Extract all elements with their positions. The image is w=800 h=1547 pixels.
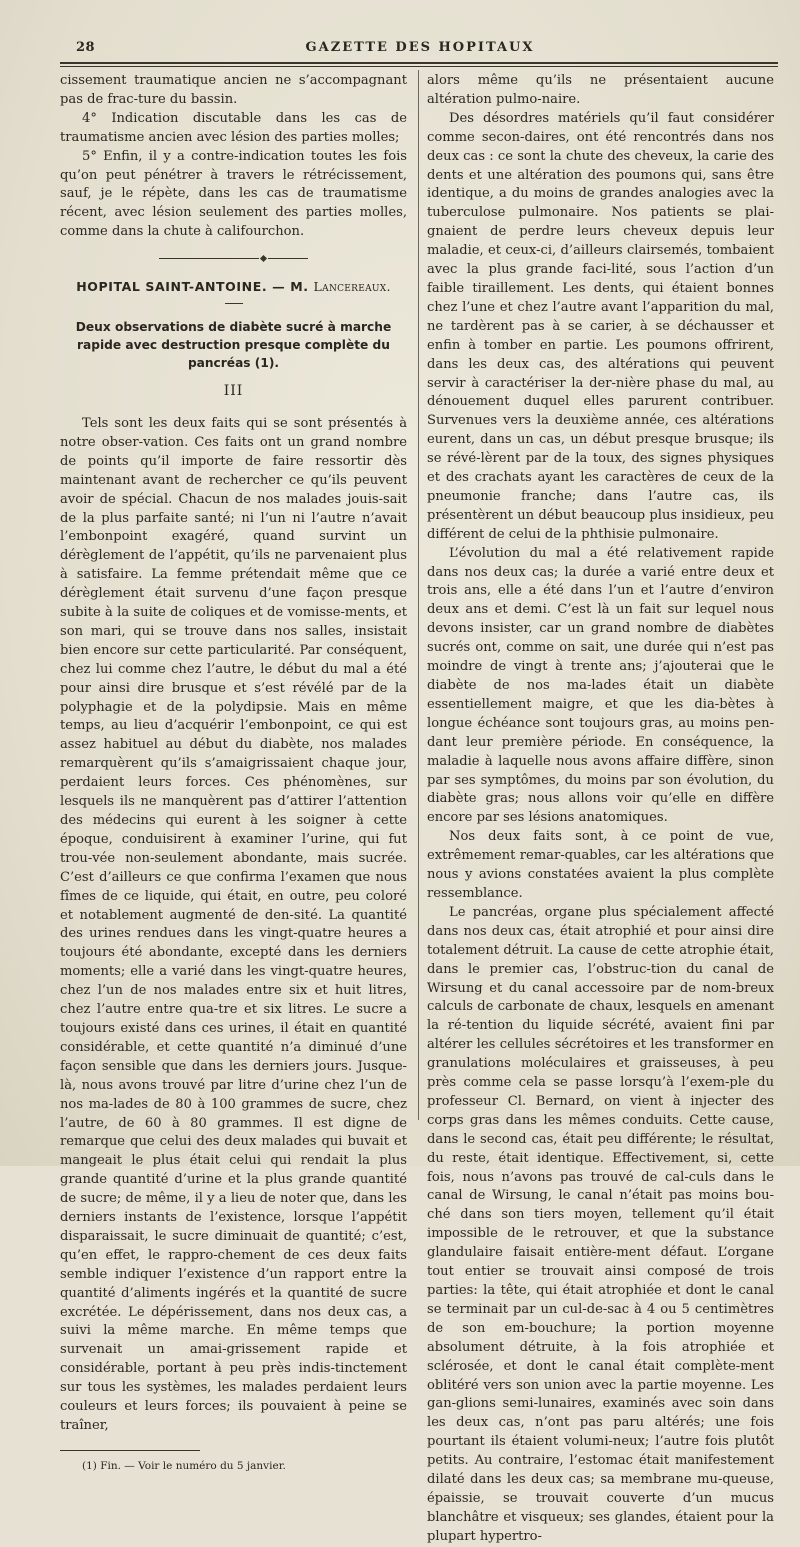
paragraph: 4° Indication discutable dans les cas de traumatisme ancien avec lésion des parties molles;: [60, 110, 407, 145]
hospital-heading: [60, 278, 407, 297]
article-title: Deux observations de diabète sucré à marche rapide avec destruction presque complète du pancréas (1).: [75, 320, 392, 371]
right-column: [427, 72, 774, 1547]
column-divider: [418, 70, 419, 1120]
paragraph: Le pancréas, organe plus spécialement affecté dans nos deux cas, était atrophié et pour ainsi dire totalement détruit. La cause de cette atrophie était, dans le premier cas, l’obstruc-tion du canal de Wirsung et du canal accessoire par de nom-breux calculs de carbonate de chaux, lesquels en amenant la ré-tention du liquide sécrété, avaient fini par altérer les cellules sécrétoires et les transformer en granulations moléculaires et graisseuses, à peu près comme cela se passe lorsqu’à l’exem-ple du professeur Cl. Bernard, on vient à injecter des corps gras dans les mêmes conduits. Cette cause, dans le second cas, était peu différente; le résultat, du reste, était identique. Effectivement, si, cette fois, nous n’avons pas trouvé de cal-culs dans le canal de Wirsung, le canal n’était pas moins bou-ché dans son tiers moyen, tellement qu’il était impossible de le retrouver, et que la substance glandulaire faisait entière-ment défaut. L’organe tout entier se trouvait ainsi composé de trois parties: la tête, qui était atrophiée et dont le canal se terminait par un cul-de-sac à 4 ou 5 centimètres de son em-bouchure; la portion moyenne absolument détruite, à la fois atrophiée et sclérosée, et dont le canal était complète-ment oblitéré vers son union avec la partie moyenne. Les gan-glions semi-lunaires, examinés avec soin dans les deux cas, n’ont pas paru altérés; une fois pourtant ils étaient volumi-neux; l’autre fois plutôt petits. Au contraire, l’estomac était manifestement dilaté dans les deux cas; sa membrane mu-queuse, épaissie, se trouvait couverte d’un mucus blanchâtre et visqueux; ses glandes, étaient pour la plupart hypertro-: [427, 904, 774, 1544]
author-name: Lancereaux.: [313, 279, 391, 295]
paragraph: alors même qu’ils ne présentaient aucune altération pulmo-naire.: [427, 73, 774, 107]
paragraph: L’évolution du mal a été relativement rapide dans nos deux cas; la durée a varié entre deux et trois ans, elle a été dans l’un et l’autre d’environ deux ans et demi. C’est là un fait sur lequel nous devons insister, car un grand nombre de diabètes sucrés ont, comme on sait, une durée qui n’est pas moindre de vingt à trente ans; j’ajouterai que le diabète de nos ma-lades était un diabète essentiellement maigre, et que les dia-bètes à longue échéance sont toujours gras, au moins pen-dant leur première période. En conséquence, la maladie à laquelle nous avons affaire diffère, sinon par ses symptômes, du moins par son évolution, du diabète gras; nous allons voir qu’elle en diffère encore par ses lésions anatomiques.: [427, 545, 774, 826]
left-column: [60, 72, 407, 1476]
section-number: III: [223, 383, 244, 400]
section-ornament: [60, 254, 407, 264]
hospital-name: HOPITAL SAINT-ANTOINE. — M.: [76, 279, 314, 295]
paragraph: 5° Enfin, il y a contre-indication toutes les fois qu’on peut pénétrer à travers le rétrécissement, sauf, je le répète, dans les cas de traumatisme récent, avec lésion seulement des parties molles, comme dans la chute à califourchon.: [60, 148, 407, 240]
journal-title: GAZETTE DES HOPITAUX: [305, 40, 535, 55]
paragraph: Nos deux faits sont, à ce point de vue, extrêmement remar-quables, car les altérations que nous y avions constatées avaient la plus complète ressemblance.: [427, 829, 774, 901]
footnote-rule: [60, 1450, 200, 1451]
page-number: 28: [76, 40, 96, 55]
page-header: [60, 38, 780, 62]
paragraph: cissement traumatique ancien ne s’accompagnant pas de frac-ture du bassin.: [60, 73, 407, 107]
footnote: (1) Fin. — Voir le numéro du 5 janvier.: [82, 1459, 286, 1472]
heading-rule: [225, 303, 243, 304]
paragraph: Tels sont les deux faits qui se sont présentés à notre obser-vation. Ces faits ont un grand nombre de points qu’il importe de faire ressortir dès maintenant avant de rechercher ce qu’ils peuvent avoir de spécial. Chacun de nos malades jouis-sait de la plus parfaite santé; ni l’un ni l’autre n’avait l’embonpoint exagéré, quand survint un dérèglement de l’appétit, qu’ils ne parvenaient plus à satisfaire. La femme prétendait même que ce dérèglement était survenu d’une façon presque subite à la suite de coliques et de vomisse-ments, et son mari, qui se trouve dans nos salles, insistait bien encore sur cette particularité. Par conséquent, chez lui comme chez l’autre, le début du mal a été pour ainsi dire brusque et s’est révélé par de la polyphagie et de la polydipsie. Mais en même temps, au lieu d’acquérir l’embonpoint, ce qui est assez habituel au début du diabète, nos malades remarquèrent qu’ils s’amaigrissaient chaque jour, perdaient leurs forces. Ces phénomènes, sur lesquels ils ne manquèrent pas d’attirer l’attention des médecins qui eurent à les soigner à cette époque, conduisirent à examiner l’urine, qui fut trou-vée non-seulement abondante, mais sucrée. C’est d’ailleurs ce que confirma l’examen que nous fîmes de ce liquide, qui était, en outre, peu coloré et notablement augmenté de den-sité. La quantité des urines rendues dans les vingt-quatre heures a toujours été abondante, excepté dans les derniers moments; elle a varié dans les vingt-quatre heures, chez l’un de nos malades entre six et huit litres, chez l’autre entre qua-tre et six litres. Le sucre a toujours existé dans ces urines, il était en quantité considérable, et cette quantité n’a diminué d’une façon sensible que dans les derniers jours. Jusque-là, nous avons trouvé par litre d’urine chez l’un de nos ma-lades de 80 à 100 grammes de sucre, chez l’autre, de 60 à 80 grammes. Il est digne de remarque que celui des deux malades qui buvait et mangeait le plus était celui qui rendait la plus grande quantité d’urine et la plus grande quantité de sucre; de même, il y a lieu de noter que, dans les derniers instants de l’existence, lorsque l’appétit disparaissait, le sucre diminuait de quantité; c’est, qu’en effet, le rappro-chement de ces deux faits semble indiquer l’existence d’un rapport entre la quantité d’aliments ingérés et la quantité de sucre excrétée. Le dépérissement, dans nos deux cas, a suivi la même marche. En même temps que survenait un amai-grissement rapide et considérable, portant à peu près indis-tinctement sur tous les systèmes, les malades perdaient leurs couleurs et leurs forces; ils pouvaient à peine se traîner,: [60, 415, 407, 1433]
paragraph: Des désordres matériels qu’il faut considérer comme secon-daires, ont été rencontrés dans nos deux cas : ce sont la chute des cheveux, la carie des dents et une altération des poumons qui, sans être identique, a du moins de grandes analogies avec la tuberculose pulmonaire. Nos patients se plai-gnaient de perdre leurs cheveux depuis leur maladie, et ceux-ci, d’ailleurs clairsemés, tombaient avec la plus grande faci-lité, sous l’action d’un faible tiraillement. Les dents, qui étaient bonnes chez l’une et chez l’autre avant l’apparition du mal, ne tardèrent pas à se carier, à se déchausser et enfin à tomber en partie. Les poumons offrirent, dans les deux cas, des altérations qui peuvent servir à caractériser la der-nière phase du mal, au dénouement duquel elles parurent contribuer. Survenues vers la deuxième année, ces altérations eurent, dans un cas, un début presque brusque; ils se révé-lèrent par de la toux, des signes physiques et des crachats ayant les caractères de ceux de la pneumonie franche; dans l’autre cas, ils présentèrent un début beaucoup plus insidieux, peu différent de celui de la phthisie pulmonaire.: [427, 110, 774, 542]
header-rule: [60, 62, 778, 67]
